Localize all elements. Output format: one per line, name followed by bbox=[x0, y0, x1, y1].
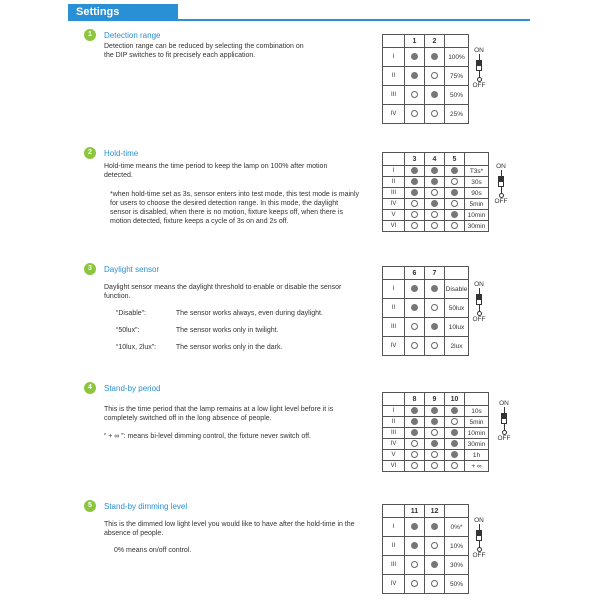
dip-setting-value: 0%* bbox=[445, 518, 469, 537]
dip-row-label: I bbox=[383, 48, 405, 67]
dip-column-header: 12 bbox=[425, 505, 445, 518]
dip-setting-value: + ∞ bbox=[465, 461, 489, 472]
dip-row-label: V bbox=[383, 210, 405, 221]
section-description: This is the time period that the lamp remains at a low light level before it is completely switched off in the long absence of people. bbox=[104, 406, 334, 422]
dip-setting-value: 30s bbox=[465, 177, 489, 188]
dip-off-dot-icon bbox=[431, 580, 438, 587]
dip-table-header-row bbox=[383, 505, 469, 518]
dip-setting-value: 10min bbox=[465, 210, 489, 221]
dip-row-label: I bbox=[383, 518, 405, 537]
dip-setting-value: 50% bbox=[445, 86, 469, 105]
section-number-badge: 2 bbox=[84, 147, 96, 159]
dip-row-label: VI bbox=[383, 461, 405, 472]
dip-setting-value: T3s* bbox=[465, 166, 489, 177]
section-number-badge: 5 bbox=[84, 500, 96, 512]
section-number-badge: 3 bbox=[84, 263, 96, 275]
dip-setting-value: 30% bbox=[445, 556, 469, 575]
switch-off-label: OFF bbox=[494, 198, 508, 205]
dip-row-label: III bbox=[383, 188, 405, 199]
dip-on-dot-icon bbox=[431, 561, 438, 568]
switch-off-label: OFF bbox=[472, 316, 486, 323]
dip-row-label: I bbox=[383, 406, 405, 417]
dip-on-dot-icon bbox=[411, 542, 418, 549]
dip-table-row bbox=[383, 556, 469, 575]
dip-setting-value: 2lux bbox=[445, 337, 469, 356]
dip-row-label: IV bbox=[383, 439, 405, 450]
dip-row-label: I bbox=[383, 280, 405, 299]
section-title: Daylight sensor bbox=[104, 265, 160, 274]
section-title: Stand-by period bbox=[104, 384, 161, 393]
section-note: “ + ∞ ”: means bi-level dimming control, the fixture never switch off. bbox=[104, 433, 311, 440]
note-key: “10lux, 2lux”: bbox=[116, 344, 157, 351]
section-note: 0% means on/off control. bbox=[114, 547, 192, 554]
switch-off-label: OFF bbox=[472, 552, 486, 559]
switch-off-label: OFF bbox=[472, 82, 486, 89]
dip-off-dot-icon bbox=[411, 580, 418, 587]
dip-on-dot-icon bbox=[431, 523, 438, 530]
dip-setting-value: 5min bbox=[465, 199, 489, 210]
dip-table bbox=[382, 504, 469, 594]
note-text: The sensor works always, even during daylight. bbox=[175, 310, 323, 317]
dip-setting-value: 5min bbox=[465, 417, 489, 428]
section-number-badge: 1 bbox=[84, 29, 96, 41]
dip-column-header: 4 bbox=[425, 153, 445, 166]
note-key: “Disable”: bbox=[116, 310, 146, 317]
switch-on-label: ON bbox=[474, 47, 484, 54]
dip-row-label: IV bbox=[383, 575, 405, 594]
dip-table-row bbox=[383, 575, 469, 594]
section-description: This is the dimmed low light level you would like to have after the hold-time in the absence of people. bbox=[104, 521, 355, 537]
dip-row-label: III bbox=[383, 86, 405, 105]
dip-column-header: 10 bbox=[445, 393, 465, 406]
section-description: Daylight sensor means the daylight threshold to enable or disable the sensor function. bbox=[104, 284, 342, 300]
dip-setting-value: 75% bbox=[445, 67, 469, 86]
note-key: “50lux”: bbox=[116, 327, 140, 334]
dip-setting-value: 100% bbox=[445, 48, 469, 67]
section-title: Hold-time bbox=[104, 149, 139, 158]
dip-row-label: II bbox=[383, 537, 405, 556]
section-note: *when hold-time set as 3s, sensor enters into test mode, this test mode is mainly for users to choose the desired detection range. In this mode, the daylight sensor is disabled, when there is no motion, fixture keeps off, when there is motion detected, fixture keeps a cycle of 3s on and 2s off. bbox=[110, 191, 360, 225]
dip-setting-value: 90s bbox=[465, 188, 489, 199]
dip-column-header bbox=[445, 505, 469, 518]
dip-setting-value: 50% bbox=[445, 575, 469, 594]
dip-table-row bbox=[383, 537, 469, 556]
dip-setting-value: 50lux bbox=[445, 299, 469, 318]
dip-row-label: III bbox=[383, 318, 405, 337]
dip-switch-cell bbox=[405, 537, 425, 556]
dip-column-header: 1 bbox=[405, 35, 425, 48]
dip-setting-value: 30min bbox=[465, 221, 489, 232]
dip-row-label: II bbox=[383, 177, 405, 188]
switch-off-label: OFF bbox=[497, 435, 511, 442]
note-text: The sensor works only in the dark. bbox=[175, 344, 283, 351]
switch-on-label: ON bbox=[474, 517, 484, 524]
dip-row-label: III bbox=[383, 556, 405, 575]
dip-column-header: 9 bbox=[425, 393, 445, 406]
switch-on-label: ON bbox=[499, 400, 509, 407]
dip-switch-cell bbox=[425, 518, 445, 537]
dip-setting-value: 10lux bbox=[445, 318, 469, 337]
dip-row-label: IV bbox=[383, 199, 405, 210]
dip-setting-value: Disable bbox=[445, 280, 469, 299]
dip-row-label: II bbox=[383, 417, 405, 428]
dip-row-label: VI bbox=[383, 221, 405, 232]
dip-row-label: II bbox=[383, 67, 405, 86]
dip-on-dot-icon bbox=[411, 523, 418, 530]
dip-off-dot-icon bbox=[411, 561, 418, 568]
dip-column-header: 3 bbox=[405, 153, 425, 166]
dip-row-label: IV bbox=[383, 337, 405, 356]
dip-column-header: 6 bbox=[405, 267, 425, 280]
dip-setting-value: 25% bbox=[445, 105, 469, 124]
dip-setting-value: 10% bbox=[445, 537, 469, 556]
dip-row-label: I bbox=[383, 166, 405, 177]
switch-on-label: ON bbox=[474, 281, 484, 288]
dip-table-row bbox=[383, 518, 469, 537]
dip-switch-cell bbox=[425, 575, 445, 594]
switch-on-label: ON bbox=[496, 163, 506, 170]
dip-switch-cell bbox=[405, 556, 425, 575]
dip-row-label: IV bbox=[383, 105, 405, 124]
dip-off-dot-icon bbox=[431, 542, 438, 549]
settings-header-title: Settings bbox=[68, 4, 178, 21]
dip-column-header: 7 bbox=[425, 267, 445, 280]
dip-switch-cell bbox=[405, 575, 425, 594]
dip-column-header bbox=[383, 505, 405, 518]
dip-setting-value: 10s bbox=[465, 406, 489, 417]
section-description: Detection range can be reduced by selecting the combination on the DIP switches to fit precisely each application. bbox=[104, 43, 304, 59]
section-title: Stand-by dimming level bbox=[104, 502, 188, 511]
dip-row-label: II bbox=[383, 299, 405, 318]
switch-toggle-icon bbox=[476, 530, 482, 541]
dip-column-header: 2 bbox=[425, 35, 445, 48]
dip-row-label: III bbox=[383, 428, 405, 439]
dip-row-label: V bbox=[383, 450, 405, 461]
dip-setting-value: 10min bbox=[465, 428, 489, 439]
dip-switch-cell bbox=[425, 556, 445, 575]
dip-setting-value: 1h bbox=[465, 450, 489, 461]
dip-column-header: 8 bbox=[405, 393, 425, 406]
dip-switch-cell bbox=[425, 537, 445, 556]
note-text: The sensor works only in twilight. bbox=[175, 327, 279, 334]
dip-switch-legend bbox=[468, 517, 490, 559]
dip-column-header: 11 bbox=[405, 505, 425, 518]
section-number-badge: 4 bbox=[84, 382, 96, 394]
section-description: Hold-time means the time period to keep the lamp on 100% after motion detected. bbox=[104, 163, 328, 179]
section-title: Detection range bbox=[104, 31, 161, 40]
dip-column-header: 5 bbox=[445, 153, 465, 166]
dip-switch-cell bbox=[405, 518, 425, 537]
dip-setting-value: 30min bbox=[465, 439, 489, 450]
